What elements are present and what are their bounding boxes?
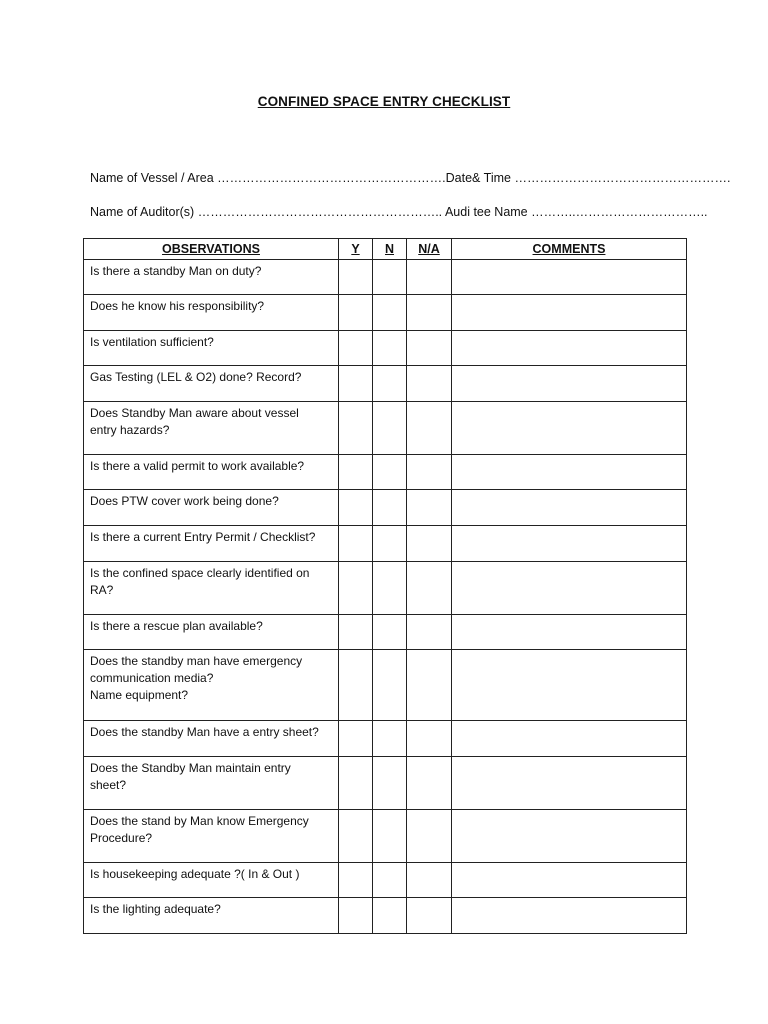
header-row — [84, 239, 687, 260]
yes-cell[interactable] — [339, 295, 373, 331]
datetime-label: Date& Time — [445, 171, 511, 185]
na-cell[interactable] — [407, 562, 452, 615]
table-row — [84, 650, 687, 721]
comments-cell[interactable] — [452, 331, 687, 366]
observation-text: Gas Testing (LEL & O2) done? Record? — [90, 370, 302, 384]
table-row — [84, 402, 687, 455]
vessel-field[interactable]: ………………………………………………. — [217, 171, 446, 185]
na-cell[interactable] — [407, 490, 452, 526]
observation-text: Is there a current Entry Permit / Checklist? — [90, 530, 316, 544]
observation-cell — [84, 331, 339, 366]
na-cell[interactable] — [407, 526, 452, 562]
yes-cell[interactable] — [339, 490, 373, 526]
observation-text: Does he know his responsibility? — [90, 299, 265, 313]
na-cell[interactable] — [407, 402, 452, 455]
auditor-field[interactable]: ………………………………………………….. — [197, 205, 443, 219]
table-row — [84, 331, 687, 366]
datetime-field[interactable]: ……………………………………………. — [514, 171, 731, 185]
table-row — [84, 526, 687, 562]
vessel-datetime-line — [90, 171, 730, 185]
comments-cell[interactable] — [452, 366, 687, 402]
comments-cell[interactable] — [452, 562, 687, 615]
comments-cell[interactable] — [452, 757, 687, 810]
no-cell[interactable] — [373, 331, 407, 366]
yes-cell[interactable] — [339, 366, 373, 402]
na-cell[interactable] — [407, 650, 452, 721]
comments-cell[interactable] — [452, 898, 687, 934]
no-cell[interactable] — [373, 615, 407, 650]
no-header: N — [373, 239, 407, 260]
no-cell[interactable] — [373, 721, 407, 757]
auditee-field[interactable]: ………..………………………….. — [531, 205, 708, 219]
na-cell[interactable] — [407, 455, 452, 490]
observation-cell — [84, 650, 339, 721]
auditor-label: Name of Auditor(s) — [90, 205, 195, 219]
table-row — [84, 810, 687, 863]
observation-cell — [84, 402, 339, 455]
na-cell[interactable] — [407, 810, 452, 863]
auditor-auditee-line — [90, 205, 708, 219]
table-row — [84, 757, 687, 810]
auditee-label: Audi tee Name — [444, 205, 528, 219]
observation-text: Is there a standby Man on duty? — [90, 264, 262, 278]
table-row — [84, 490, 687, 526]
vessel-label: Name of Vessel / Area — [90, 171, 214, 185]
na-cell[interactable] — [407, 331, 452, 366]
comments-cell[interactable] — [452, 455, 687, 490]
observation-text: Is ventilation sufficient? — [90, 335, 214, 349]
yes-cell[interactable] — [339, 757, 373, 810]
no-cell[interactable] — [373, 490, 407, 526]
no-cell[interactable] — [373, 402, 407, 455]
table-row — [84, 898, 687, 934]
comments-cell[interactable] — [452, 490, 687, 526]
table-row — [84, 295, 687, 331]
observation-text: Does the standby Man have a entry sheet? — [90, 725, 319, 739]
na-cell[interactable] — [407, 757, 452, 810]
na-cell[interactable] — [407, 295, 452, 331]
comments-header: COMMENTS — [452, 239, 687, 260]
observation-text: Does the standby man have emergency communication media? Name equipment? — [90, 654, 303, 702]
table-row — [84, 721, 687, 757]
observation-cell — [84, 455, 339, 490]
comments-cell[interactable] — [452, 810, 687, 863]
observation-cell — [84, 490, 339, 526]
table-row — [84, 455, 687, 490]
observation-cell — [84, 562, 339, 615]
observation-text: Is the lighting adequate? — [90, 902, 221, 916]
no-cell[interactable] — [373, 757, 407, 810]
yes-header: Y — [339, 239, 373, 260]
yes-cell[interactable] — [339, 615, 373, 650]
observation-text: Is there a rescue plan available? — [90, 619, 263, 633]
table-row — [84, 260, 687, 295]
yes-cell[interactable] — [339, 810, 373, 863]
table-row — [84, 562, 687, 615]
observations-header: OBSERVATIONS — [84, 239, 339, 260]
observation-text: Is housekeeping adequate ?( In & Out ) — [90, 867, 300, 881]
observation-cell — [84, 295, 339, 331]
observation-cell — [84, 366, 339, 402]
comments-cell[interactable] — [452, 402, 687, 455]
comments-cell[interactable] — [452, 615, 687, 650]
no-cell[interactable] — [373, 260, 407, 295]
observation-text: Does the stand by Man know Emergency Procedure? — [90, 814, 309, 845]
document-title: CONFINED SPACE ENTRY CHECKLIST — [257, 94, 511, 109]
observation-cell — [84, 721, 339, 757]
yes-cell[interactable] — [339, 898, 373, 934]
yes-cell[interactable] — [339, 863, 373, 898]
na-cell[interactable] — [407, 366, 452, 402]
observation-text: Is the confined space clearly identified on RA? — [90, 566, 310, 597]
no-cell[interactable] — [373, 295, 407, 331]
na-cell[interactable] — [407, 898, 452, 934]
no-cell[interactable] — [373, 562, 407, 615]
no-cell[interactable] — [373, 810, 407, 863]
no-cell[interactable] — [373, 863, 407, 898]
yes-cell[interactable] — [339, 562, 373, 615]
no-cell[interactable] — [373, 898, 407, 934]
na-cell[interactable] — [407, 863, 452, 898]
observation-text: Does Standby Man aware about vessel entry hazards? — [90, 406, 299, 437]
na-cell[interactable] — [407, 615, 452, 650]
yes-cell[interactable] — [339, 721, 373, 757]
observation-cell — [84, 260, 339, 295]
observation-cell — [84, 898, 339, 934]
yes-cell[interactable] — [339, 331, 373, 366]
yes-cell[interactable] — [339, 455, 373, 490]
comments-cell[interactable] — [452, 295, 687, 331]
table-row — [84, 615, 687, 650]
table-row — [84, 366, 687, 402]
observation-text: Is there a valid permit to work available? — [90, 459, 305, 473]
na-header: N/A — [407, 239, 452, 260]
observation-text: Does PTW cover work being done? — [90, 494, 279, 508]
yes-cell[interactable] — [339, 526, 373, 562]
na-cell[interactable] — [407, 260, 452, 295]
no-cell[interactable] — [373, 455, 407, 490]
checklist-table — [83, 238, 687, 934]
comments-cell[interactable] — [452, 863, 687, 898]
observation-cell — [84, 615, 339, 650]
observation-cell — [84, 863, 339, 898]
no-cell[interactable] — [373, 526, 407, 562]
yes-cell[interactable] — [339, 402, 373, 455]
na-cell[interactable] — [407, 721, 452, 757]
comments-cell[interactable] — [452, 526, 687, 562]
observation-cell — [84, 810, 339, 863]
no-cell[interactable] — [373, 650, 407, 721]
no-cell[interactable] — [373, 366, 407, 402]
yes-cell[interactable] — [339, 260, 373, 295]
observation-cell — [84, 757, 339, 810]
table-row — [84, 863, 687, 898]
observation-text: Does the Standby Man maintain entry sheet? — [90, 761, 291, 792]
yes-cell[interactable] — [339, 650, 373, 721]
comments-cell[interactable] — [452, 260, 687, 295]
observation-cell — [84, 526, 339, 562]
comments-cell[interactable] — [452, 650, 687, 721]
comments-cell[interactable] — [452, 721, 687, 757]
